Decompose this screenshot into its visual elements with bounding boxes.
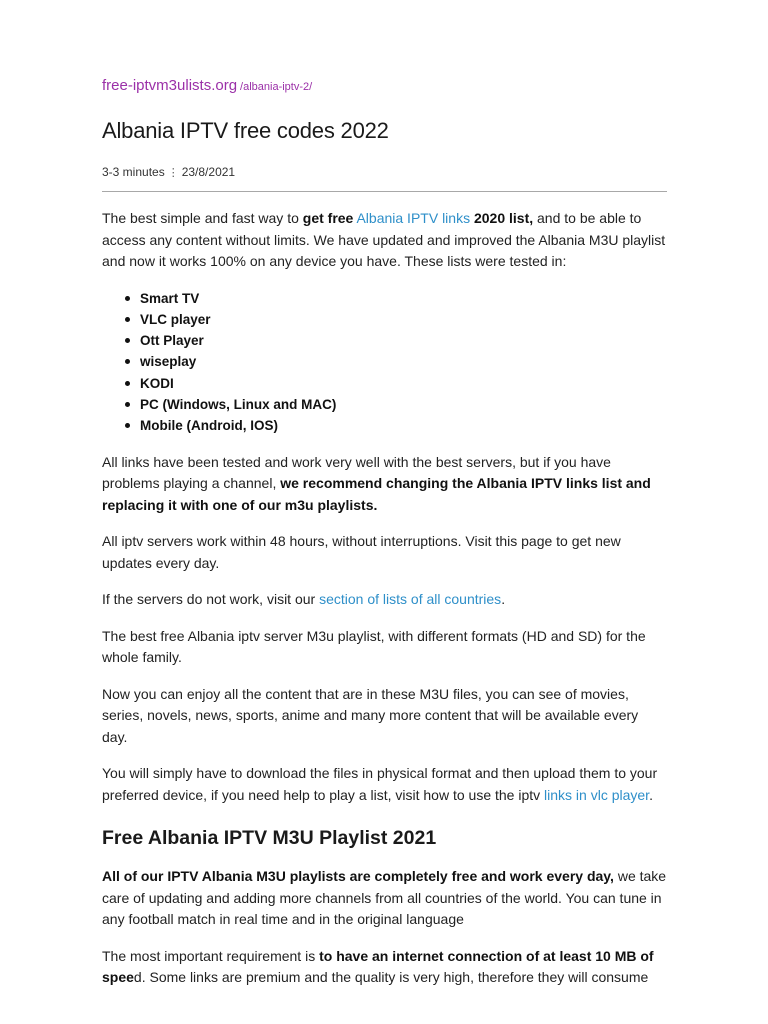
intro-paragraph (102, 208, 667, 273)
free-playlists-paragraph (102, 866, 667, 931)
article-page (102, 0, 667, 989)
tested-bold: we recommend changing the Albania IPTV links list and replacing it with one of our m3u playlists. (102, 475, 651, 513)
source-path-link[interactable]: /albania-iptv-2/ (240, 81, 313, 93)
header-divider (102, 191, 667, 192)
req-text-1: The most important requirement is (102, 947, 320, 964)
servers-paragraph: All iptv servers work within 48 hours, without interruptions. Visit this page to get new updates every day. (102, 533, 621, 571)
publish-date: 23/8/2021 (181, 165, 236, 179)
tested-text: All links have been tested and work very well with the best servers, but if you have problems playing a channel, (102, 453, 611, 492)
device-list (102, 288, 667, 437)
source-line (102, 76, 667, 96)
source-domain-link[interactable]: free-iptvm3ulists.org (102, 77, 238, 94)
download-text-1: You will simply have to download the files in physical format and then upload them to your preferred device, if you need help to play a list, visit how to use the iptv (102, 765, 658, 803)
list-item: KODI (140, 373, 667, 394)
list-item: VLC player (140, 309, 667, 330)
best-server-paragraph: The best free Albania iptv server M3u playlist, with different formats (HD and SD) for the whole family. (102, 627, 646, 666)
req-text-2: d. Some links are premium and the quality is very high, therefore they will consume (133, 969, 649, 986)
read-time: 3-3 minutes (102, 165, 165, 179)
free-text: we take care of updating and adding more channels from all countries of the world. You can tune in any football match in real time and in the original language (102, 868, 667, 928)
req-bold: to have an internet connection of at least 10 MB of spee (102, 947, 654, 986)
requirement-paragraph (102, 946, 667, 989)
download-paragraph (102, 763, 667, 806)
enjoy-paragraph: Now you can enjoy all the content that are in these M3U files, you can see of movies, series, novels, news, sports, anime and many more content that will be available every day. (102, 685, 639, 745)
visit-text-1: If the servers do not work, visit our (102, 591, 320, 608)
article-meta (102, 164, 667, 181)
tested-paragraph (102, 452, 667, 517)
albania-iptv-links-link[interactable]: Albania IPTV links (356, 210, 471, 226)
intro-text-2: and to be able to access any content without limits. We have updated and improved the Albania M3U playlist and now it works 100% on any device you have. These lists were tested in: (102, 210, 666, 269)
section-heading: Free Albania IPTV M3U Playlist 2021 (102, 827, 437, 850)
download-text-2: . (649, 786, 653, 803)
intro-text-1: The best simple and fast way to (102, 210, 303, 226)
vlc-player-link[interactable]: links in vlc player (544, 786, 650, 803)
countries-section-link[interactable]: section of lists of all countries (319, 591, 502, 608)
intro-bold-2: 2020 list, (473, 210, 534, 226)
visit-paragraph (102, 589, 667, 611)
list-item: Ott Player (140, 330, 667, 351)
free-bold: All of our IPTV Albania M3U playlists are completely free and work every day, (102, 868, 614, 885)
meta-separator: ⋮ (167, 167, 179, 179)
list-item: Mobile (Android, IOS) (140, 415, 667, 436)
intro-bold-1: get free (302, 210, 354, 226)
article-title: Albania IPTV free codes 2022 (102, 118, 389, 143)
list-item: PC (Windows, Linux and MAC) (140, 394, 667, 415)
list-item: Smart TV (140, 288, 667, 309)
list-item: wiseplay (140, 351, 667, 372)
visit-text-2: . (501, 591, 506, 608)
